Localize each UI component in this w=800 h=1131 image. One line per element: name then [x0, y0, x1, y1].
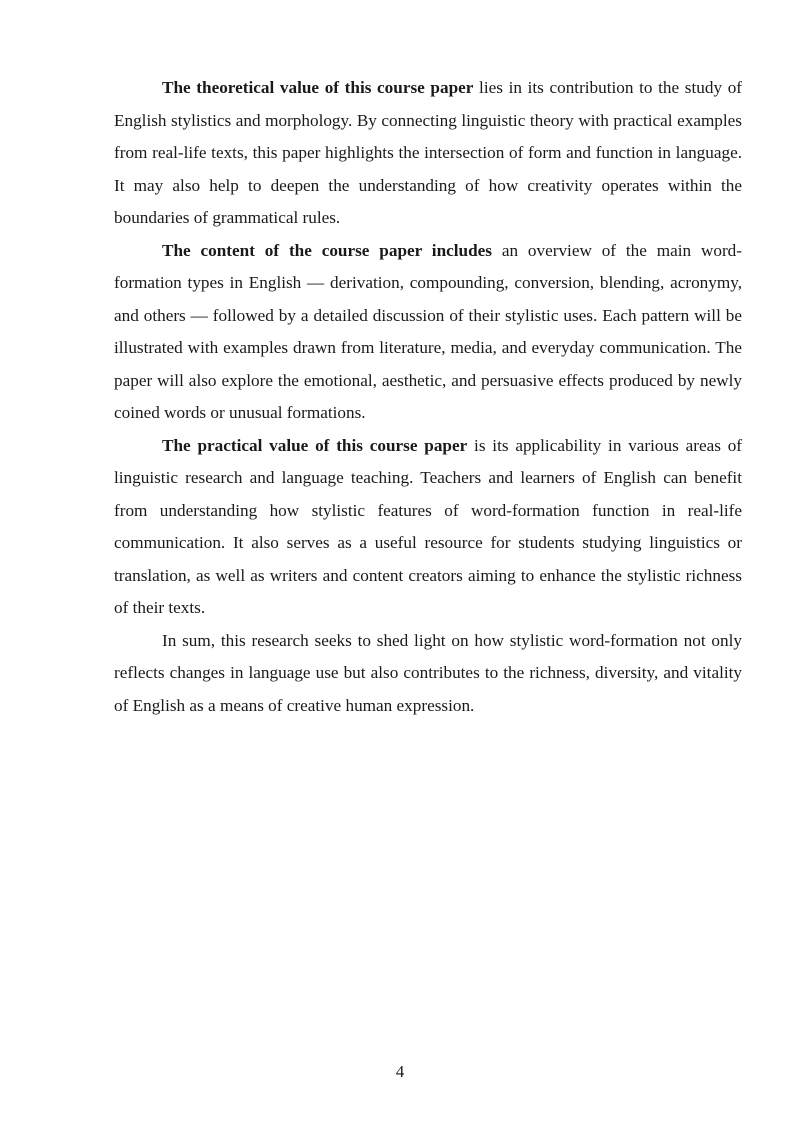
- paragraph-lead: The theoretical value of this course paper: [162, 78, 474, 97]
- paragraph-text: an overview of the main word-formation types in English — derivation, compounding, conversion, blending, acronymy, and others — followed by a detailed discussion of their stylistic uses. Each pattern will be illustrated with examples drawn from literature, media, and everyday communication. The paper will also explore the emotional, aesthetic, and persuasive effects produced by newly coined words or unusual formations.: [114, 240, 743, 422]
- paragraph-text: In sum, this research seeks to shed light on how stylistic word-formation not only reflects changes in language use but also contributes to the richness, diversity, and vitality of English as a means of creative human expression.: [114, 630, 742, 715]
- paragraph-text: lies in its contribution to the study of English stylistics and morphology. By connecting linguistic theory with practical examples from real-life texts, this paper highlights the intersection of form and function in language. It may also help to deepen the understanding of how creativity operates within the boundaries of grammatical rules.: [114, 78, 743, 227]
- paragraph-theoretical-value: [114, 72, 742, 235]
- body-text: [114, 72, 742, 722]
- paragraph-content: [114, 235, 742, 430]
- paragraph-lead: The practical value of this course paper: [162, 435, 468, 455]
- paragraph-text: is its applicability in various areas of linguistic research and language teaching. Teachers and learners of English can benefit from understanding how stylistic features of word-formation function in real-life communication. It also serves as a useful resource for students studying linguistics or translation, as well as writers and content creators aiming to enhance the stylistic richness of their texts.: [114, 435, 743, 617]
- paragraph-practical-value: [114, 430, 742, 625]
- paragraph-conclusion: [114, 625, 742, 723]
- paragraph-lead: The content of the course paper includes: [162, 240, 492, 260]
- page-number: 4: [395, 1062, 405, 1081]
